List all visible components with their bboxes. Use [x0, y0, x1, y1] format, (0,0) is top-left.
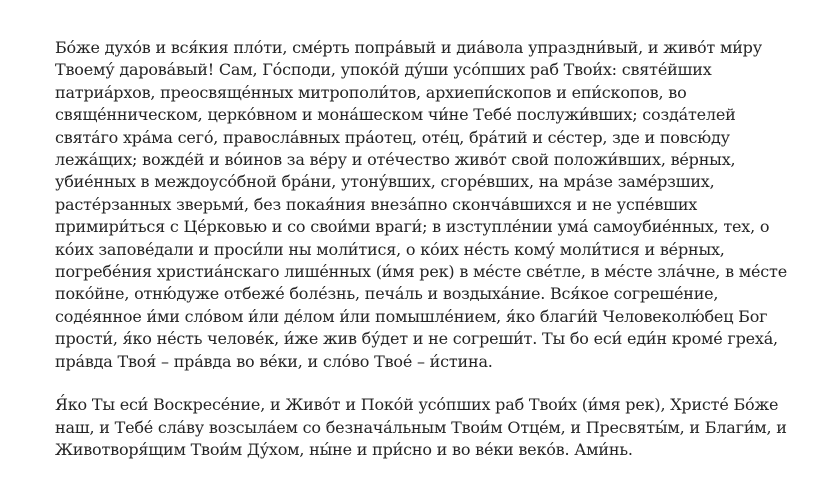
text-line: прости́, я́ко не́сть челове́к, и́же жив бу́дет и не согреши́т. Ты бо еси́ еди́н кроме́ греха́,	[55, 329, 778, 349]
text-line: Животворя́щим Твои́м Ду́хом, ны́не и при́сно и во ве́ки веко́в. Ами́нь.	[55, 439, 633, 459]
text-line: свята́го хра́ма сего́, правосла́вных пра́отец, оте́ц, бра́тий и се́стер, зде и повсю́ду	[55, 127, 730, 147]
prayer-paragraph-doxology	[55, 394, 787, 461]
text-line: Твоему́ дарова́вый! Сам, Го́споди, упоко́й ду́ши усо́пших раб Твои́х: святе́йших	[55, 60, 712, 80]
text-line: Бо́же духо́в и вся́кия пло́ти, сме́рть попра́вый и диа́вола упраздни́вый, и живо́т ми́ру	[55, 38, 762, 57]
text-line: поко́йне, отню́дуже отбеже́ боле́знь, печа́ль и воздыха́ние. Вся́кое согреше́ние,	[55, 284, 719, 304]
prayer-paragraph-main	[55, 37, 787, 373]
text-line: пра́вда Твоя́ – пра́вда во ве́ки, и сло́во Твое́ – и́стина.	[55, 351, 493, 371]
text-line: наш, и Тебе́ сла́ву возсыла́ем со безнача́льным Твои́м Отце́м, и Пресвяты́м, и Благи́м, и	[55, 417, 787, 437]
text-line: погребе́ния христиа́нскаго лише́нных (и́мя рек) в ме́сте све́тле, в ме́сте зла́чне, в ме́сте	[55, 262, 787, 282]
text-line: лежа́щих; вожде́й и во́инов за ве́ру и оте́чество живо́т свой положи́вших, ве́рных,	[55, 150, 736, 170]
text-line: патриа́рхов, преосвяще́нных митрополи́тов, архиепи́скопов и епи́скопов, во	[55, 82, 687, 102]
text-line: соде́янное и́ми сло́вом и́ли де́лом и́ли помышле́нием, я́ко благи́й Человеколю́бец Бог	[55, 306, 768, 326]
text-line: расте́рзанных зверьми́, без покая́ния внеза́пно сконча́вшихся и не успе́вших	[55, 194, 698, 214]
text-line: убие́нных в междоусо́бной бра́ни, утону́вших, сгоре́вших, на мра́зе заме́рзших,	[55, 172, 715, 192]
text-line: Я́ко Ты еси́ Воскресе́ние, и Живо́т и Поко́й усо́пших раб Твои́х (и́мя рек), Христе́ Бо́же	[55, 395, 779, 415]
text-line: свяще́нническом, церко́вном и мона́шеском чи́не Тебе́ послужи́вших; созда́телей	[55, 105, 736, 125]
text-line: примири́ться с Це́рковью и со свои́ми враги́; в изступле́нии ума́ самоубие́нных, тех, о	[55, 217, 770, 237]
text-line: ко́их запове́дали и проси́ли ны моли́тися, о ко́их не́сть кому́ моли́тися и ве́рных,	[55, 239, 725, 259]
